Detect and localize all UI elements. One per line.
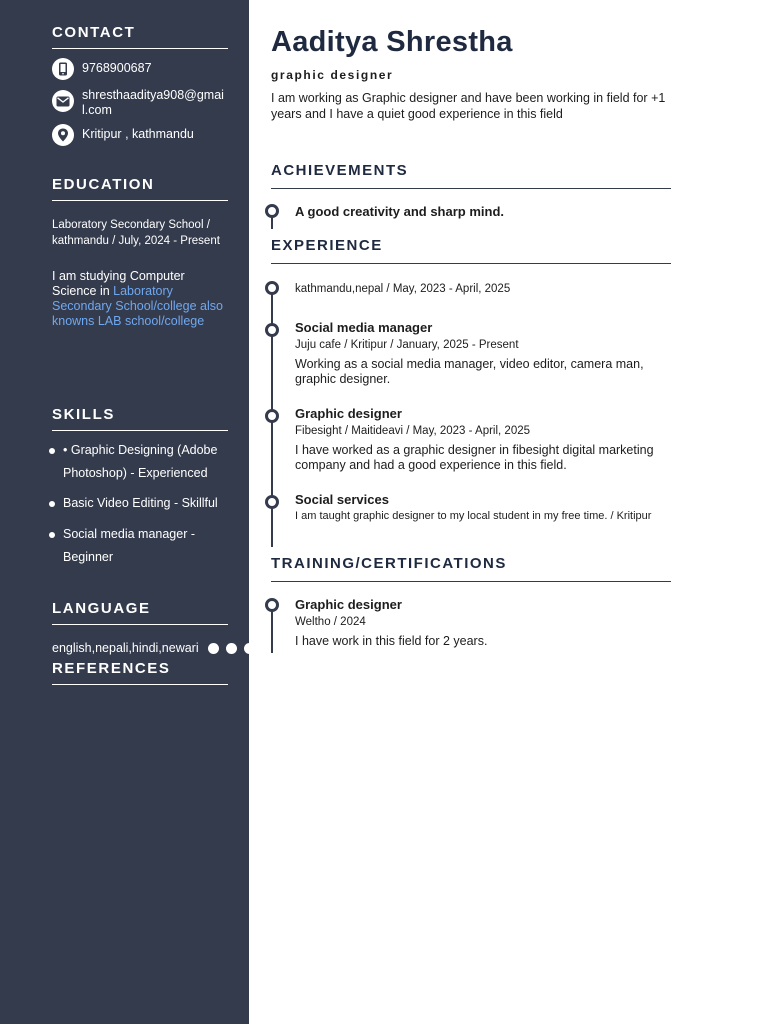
language-list: english,nepali,hindi,newari — [52, 641, 199, 655]
experience-title: Social services — [295, 492, 389, 507]
references-heading: REFERENCES — [52, 660, 228, 685]
skill-item — [46, 523, 228, 569]
experience-entry — [295, 320, 665, 387]
achievements-heading: ACHIEVEMENTS — [271, 162, 671, 189]
training-entry — [295, 597, 665, 649]
experience-description: I have worked as a graphic designer in fibesight digital marketing company and had a good experience in this field. — [295, 443, 654, 472]
experience-heading: EXPERIENCE — [271, 237, 671, 264]
experience-description: Working as a social media manager, video editor, camera man, graphic designer. — [295, 357, 644, 386]
level-dot-icon — [244, 643, 255, 654]
skill-item — [46, 439, 228, 485]
level-dot-icon — [226, 643, 237, 654]
language-level-dots — [201, 643, 255, 654]
level-dot-icon — [208, 643, 219, 654]
contact-phone — [52, 58, 228, 80]
education-title: Laboratory Secondary School / kathmandu / July, 2024 - Present — [52, 219, 220, 247]
sidebar — [0, 0, 249, 1024]
experience-entry — [295, 406, 665, 473]
bullet-icon — [49, 532, 55, 538]
training-meta: Weltho / 2024 — [295, 616, 366, 628]
timeline-node-icon — [265, 495, 279, 509]
experience-entry — [295, 282, 665, 296]
achievement-item — [295, 204, 665, 220]
experience-meta: Fibesight / Maitideavi / May, 2023 - April, 2025 — [295, 425, 531, 437]
skill-text: Social media manager - Beginner — [63, 527, 196, 564]
experience-meta: kathmandu,nepal / May, 2023 - April, 2025 — [295, 283, 511, 295]
bullet-icon — [49, 501, 55, 507]
contact-location — [52, 124, 228, 146]
contact-email — [52, 88, 228, 118]
timeline-node-icon — [265, 598, 279, 612]
training-title: Graphic designer — [295, 597, 402, 612]
timeline-node-icon — [265, 204, 279, 218]
language-heading: LANGUAGE — [52, 600, 228, 625]
timeline-node-icon — [265, 281, 279, 295]
profile-summary: I am working as Graphic designer and have been working in field for +1 years and I have a quiet good experience in this field — [271, 91, 666, 121]
timeline-node-icon — [265, 409, 279, 423]
experience-meta: I am taught graphic designer to my local student in my free time. / Kritipur — [295, 510, 652, 522]
skills-heading: SKILLS — [52, 406, 228, 431]
location-text: Kritipur , kathmandu — [82, 127, 194, 141]
experience-title: Graphic designer — [295, 406, 402, 421]
phone-number: 9768900687 — [82, 61, 152, 75]
bullet-icon — [49, 448, 55, 454]
language-row — [52, 640, 255, 656]
timeline-node-icon — [265, 323, 279, 337]
location-pin-icon — [52, 124, 74, 146]
education-heading: EDUCATION — [52, 176, 228, 201]
candidate-name: Aaditya Shrestha — [271, 26, 513, 58]
skill-text: • Graphic Designing (Adobe Photoshop) - Experienced — [63, 443, 218, 480]
contact-heading: CONTACT — [52, 24, 228, 49]
experience-meta: Juju cafe / Kritipur / January, 2025 - Present — [295, 339, 519, 351]
job-title: graphic designer — [271, 68, 394, 82]
skill-item — [46, 492, 228, 515]
education-desc-highlight: Laboratory Secondary School/college also knowns LAB school/college — [52, 284, 223, 328]
email-icon — [52, 90, 74, 112]
education-desc-text: I am studying Computer Science in — [52, 269, 185, 298]
education-description — [52, 269, 228, 329]
skill-text: Basic Video Editing - Skillful — [63, 496, 218, 510]
training-description: I have work in this field for 2 years. — [295, 634, 488, 648]
phone-icon — [52, 58, 74, 80]
experience-title: Social media manager — [295, 320, 433, 335]
training-heading: TRAINING/CERTIFICATIONS — [271, 555, 671, 582]
achievement-text: A good creativity and sharp mind. — [295, 204, 504, 219]
experience-entry — [295, 492, 665, 523]
email-address: shresthaaditya908@gmail.com — [82, 88, 224, 117]
